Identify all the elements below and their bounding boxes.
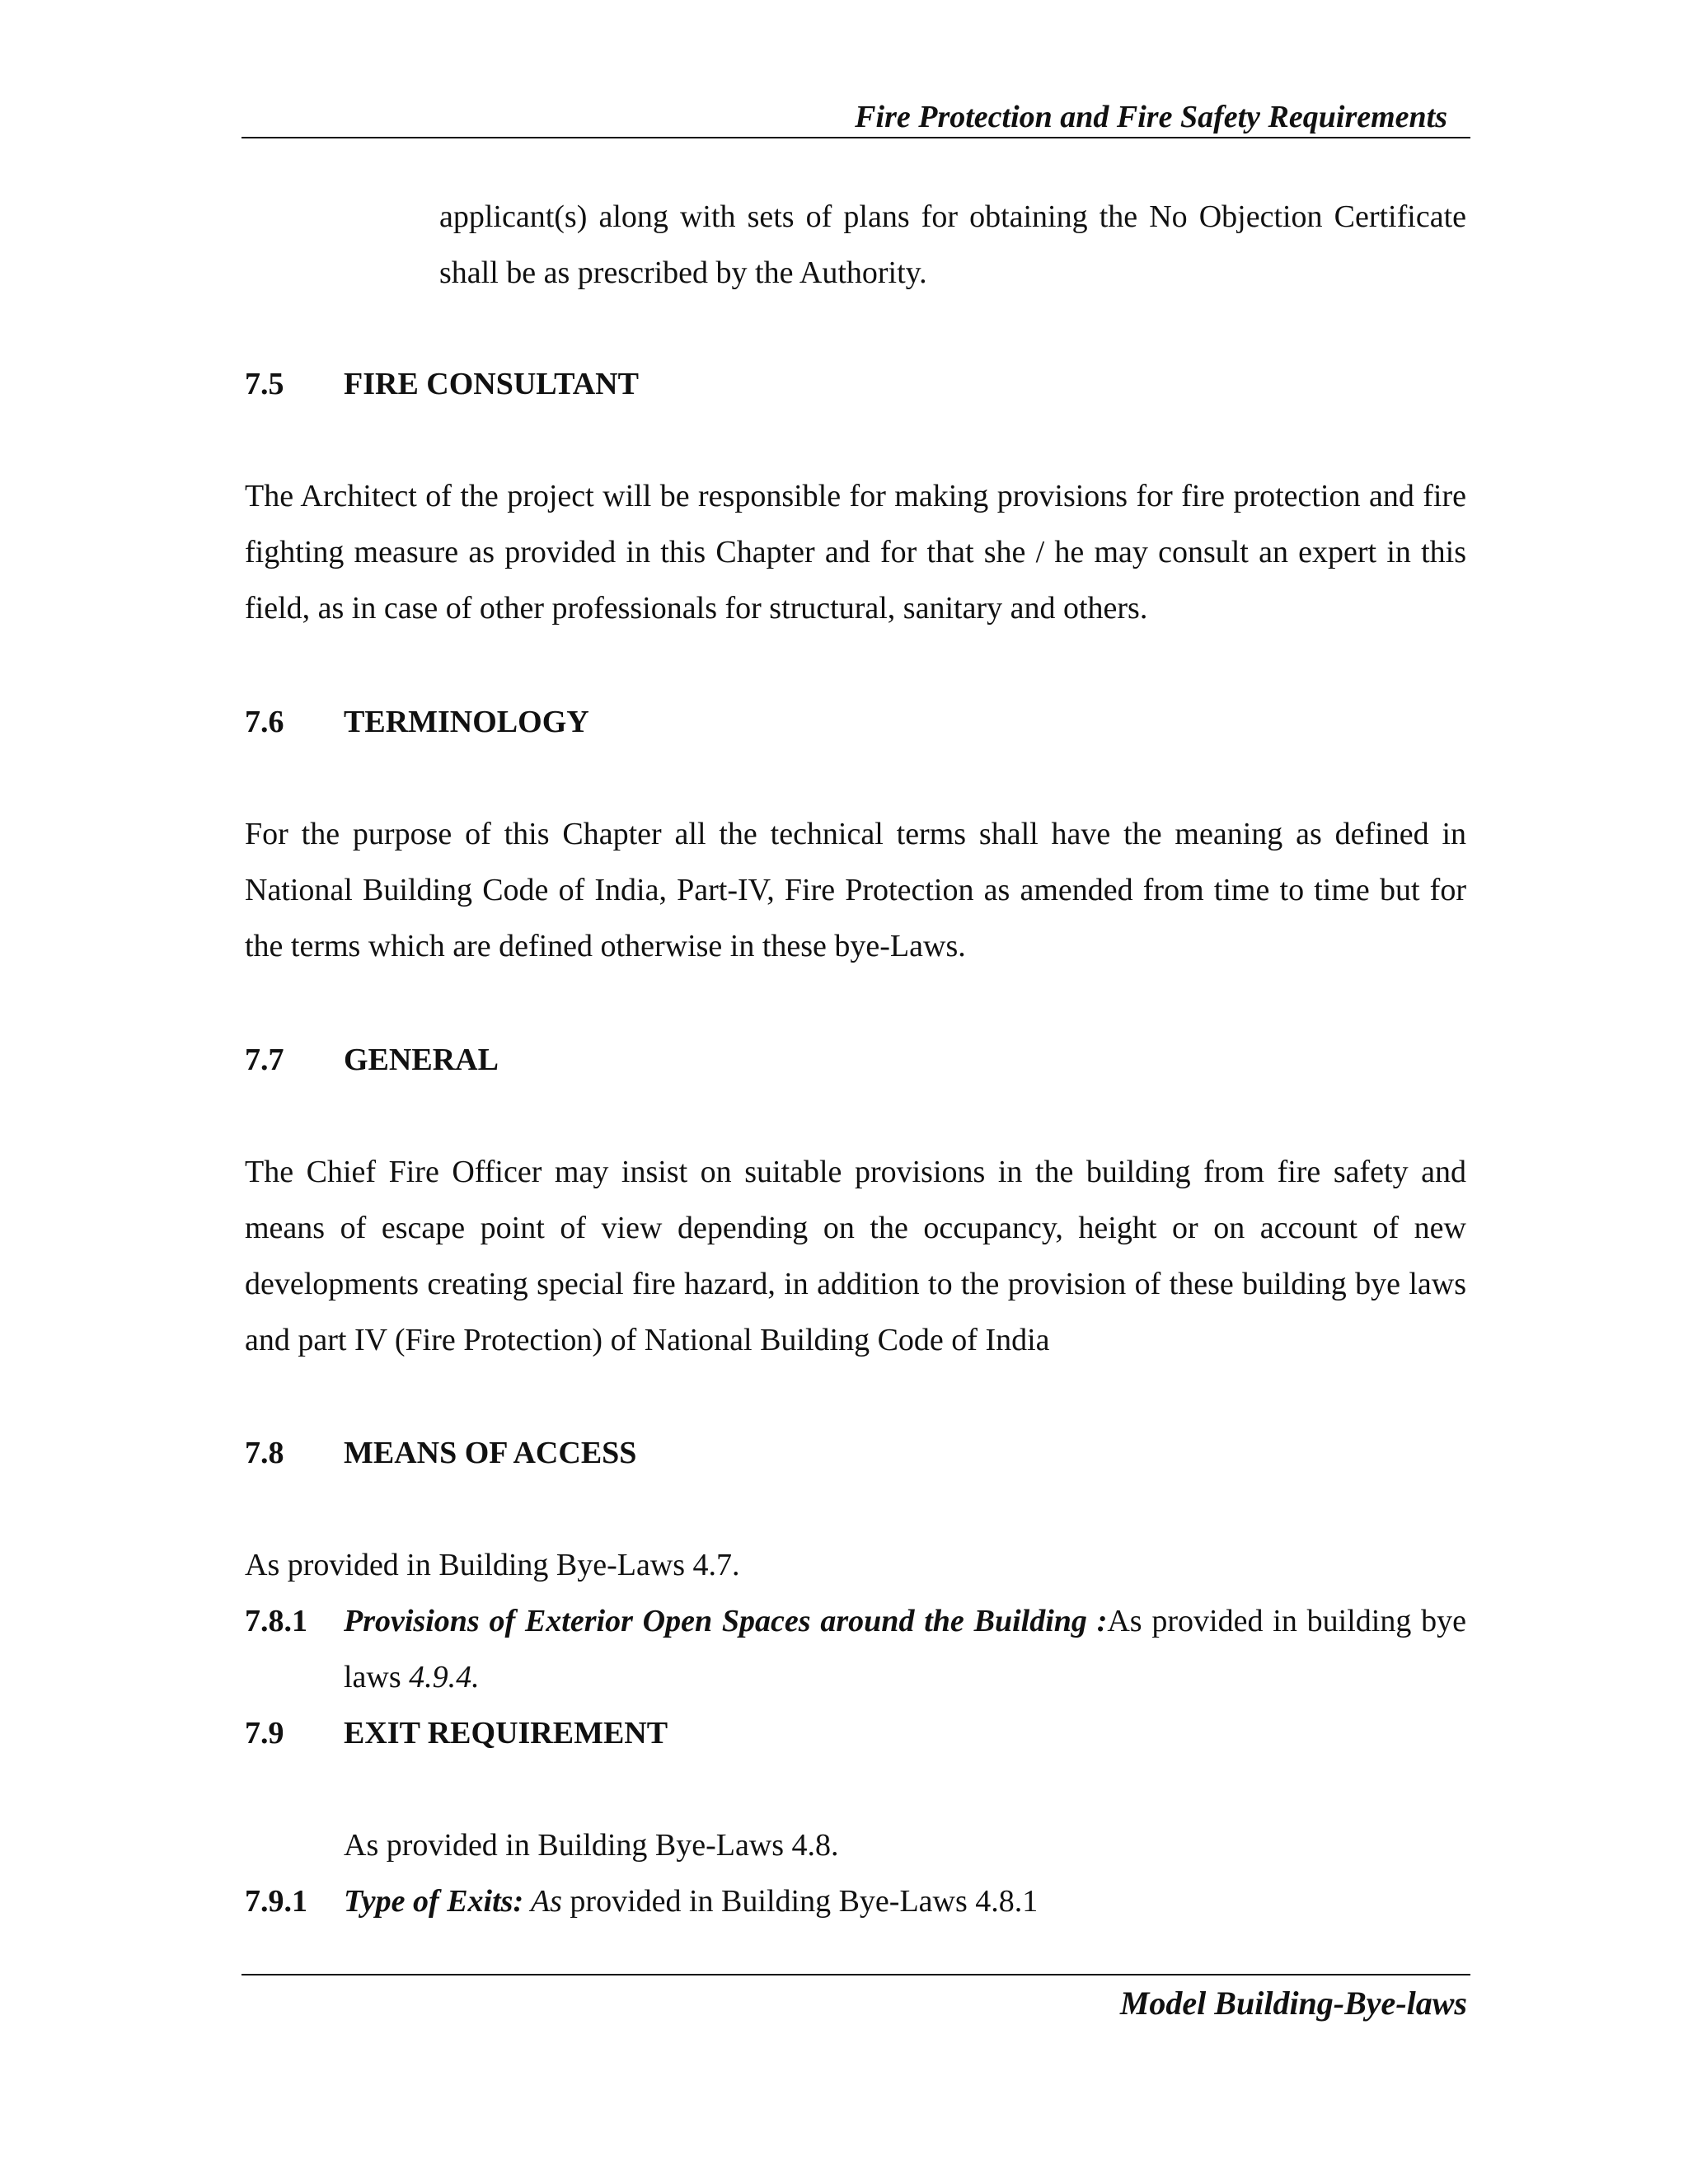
section-body-7-5: The Architect of the project will be responsible for making provisions for fire protection and fire fighting measure as provided in this Chapter and for that she / he may consult an expert in this field, as in case of other professionals for structural, sanitary and others. — [245, 479, 1466, 626]
subsection-text: provided in Building Bye-Laws 4.8.1 — [561, 1884, 1039, 1919]
section-number: 7.6 — [245, 705, 284, 739]
header-rule — [241, 137, 1470, 138]
subsection-label: Type of Exits: — [344, 1884, 524, 1919]
subsection-label: Provisions of Exterior Open Spaces around the Building : — [344, 1604, 1108, 1638]
section-title: TERMINOLOGY — [344, 705, 589, 739]
continuation-paragraph: applicant(s) along with sets of plans for obtaining the No Objection Certificate shall be as prescribed by the Authority. — [439, 199, 1466, 290]
section-title: EXIT REQUIREMENT — [344, 1716, 668, 1750]
running-footer: Model Building-Bye-laws — [1119, 1985, 1467, 2022]
subsection-number: 7.8.1 — [245, 1604, 307, 1638]
section-number: 7.8 — [245, 1436, 284, 1470]
section-number: 7.9 — [245, 1716, 284, 1750]
section-heading-7-5 — [245, 356, 1466, 412]
subsection-body — [344, 1593, 1466, 1705]
subsection-number: 7.9.1 — [245, 1884, 307, 1919]
section-body-7-7: The Chief Fire Officer may insist on suitable provisions in the building from fire safety and means of escape point of view depending on the occupancy, height or on account of new developments creating special fire hazard, in addition to the provision of these building bye laws and part IV (Fire Protection) of National Building Code of India — [245, 1155, 1466, 1357]
section-number: 7.7 — [245, 1043, 284, 1077]
subsection-7-8-1 — [245, 1593, 1466, 1705]
running-header: Fire Protection and Fire Safety Requirements — [855, 100, 1447, 134]
section-body-7-8: As provided in Building Bye-Laws 4.7. — [245, 1548, 740, 1582]
section-number: 7.5 — [245, 367, 284, 401]
subsection-text: As provided in building bye laws — [344, 1604, 1466, 1694]
section-body-7-6: For the purpose of this Chapter all the technical terms shall have the meaning as defined in National Building Code of India, Part-IV, Fire Protection as amended from time to time but for the terms which are defined otherwise in these bye-Laws. — [245, 817, 1466, 963]
section-title: FIRE CONSULTANT — [344, 367, 639, 401]
subsection-reference: 4.9.4. — [409, 1660, 480, 1694]
subsection-7-9-1 — [245, 1873, 1466, 1929]
subsection-lead: As — [523, 1884, 562, 1919]
section-body-7-9: As provided in Building Bye-Laws 4.8. — [344, 1828, 839, 1863]
section-title: MEANS OF ACCESS — [344, 1436, 637, 1470]
section-title: GENERAL — [344, 1043, 499, 1077]
subsection-body — [344, 1873, 1466, 1929]
section-heading-7-9 — [245, 1705, 1466, 1761]
section-heading-7-6 — [245, 694, 1466, 750]
section-heading-7-7 — [245, 1032, 1466, 1088]
section-heading-7-8 — [245, 1425, 1466, 1481]
